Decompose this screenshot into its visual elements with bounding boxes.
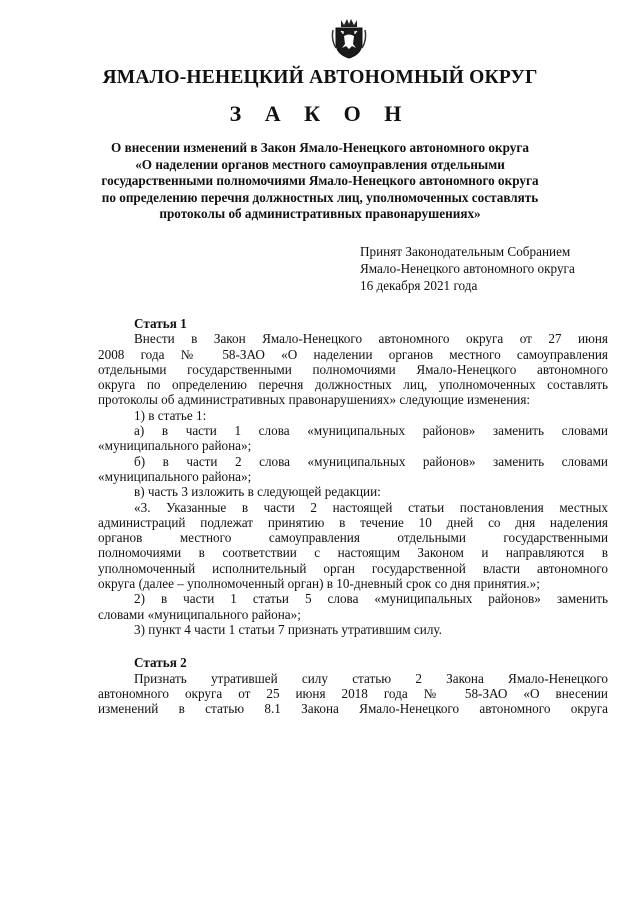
article-text-line: протоколы об административных правонарушениях» следующие изменения: xyxy=(98,392,531,408)
article-text-line: уполномоченный исполнительный орган государственной власти автономного xyxy=(98,560,608,576)
law-title xyxy=(100,140,540,223)
adoption-note xyxy=(360,243,575,294)
article-text-line: а) в части 1 слова «муниципальных районов» заменить словами xyxy=(134,423,608,439)
article-text-line: б) в части 2 слова «муниципальных районов» заменить словами xyxy=(134,453,608,469)
article-2-heading: Статья 2 xyxy=(134,655,187,671)
article-text-line: автономного округа от 25 июня 2018 года № 58-ЗАО «О внесении xyxy=(98,685,608,701)
article-text-line: округа (далее – уполномоченный орган) в 10-дневный срок со дня принятия.»; xyxy=(98,576,540,592)
law-title-line: протоколы об административных правонарушениях» xyxy=(159,206,481,222)
article-text-line: Признать утратившей силу статью 2 Закона Ямало-Ненецкого xyxy=(134,670,608,686)
article-text-line: 2) в части 1 статьи 5 слова «муниципальных районов» заменить xyxy=(134,591,608,607)
adoption-line: Ямало-Ненецкого автономного округа xyxy=(360,261,575,276)
law-body xyxy=(98,316,608,716)
article-text-line: «муниципального района»; xyxy=(98,468,252,484)
paragraph-gap xyxy=(98,637,608,655)
article-text-line: 1) в статье 1: xyxy=(134,407,207,423)
article-text-line: Внести в Закон Ямало-Ненецкого автономного округа от 27 июня xyxy=(134,331,608,347)
article-text-line: изменений в статью 8.1 Закона Ямало-Ненецкого автономного округа xyxy=(98,701,608,717)
law-title-line: «О наделении органов местного самоуправления отдельными xyxy=(135,156,505,172)
article-text-line: в) часть 3 изложить в следующей редакции: xyxy=(134,484,381,500)
article-text-line: отдельными государственными полномочиями Ямало-Ненецкого автономного xyxy=(98,361,608,377)
article-text-line: полномочиями в соответствии с настоящим Законом и направляются в xyxy=(98,545,608,561)
article-text-line: 3) пункт 4 части 1 статьи 7 признать утратившим силу. xyxy=(134,621,442,637)
law-title-line: О внесении изменений в Закон Ямало-Ненецкого автономного округа xyxy=(111,140,529,155)
article-1-heading: Статья 1 xyxy=(134,316,187,331)
article-text-line: «муниципального района»; xyxy=(98,438,252,454)
article-text-line: словами «муниципального района»; xyxy=(98,606,301,622)
coat-of-arms-icon xyxy=(331,16,367,60)
article-text-line: 2008 года № 58-ЗАО «О наделении органов местного самоуправления xyxy=(98,346,608,362)
article-text-line: округа по определению перечня должностных лиц, уполномоченных составлять xyxy=(98,377,608,393)
adoption-line: Принят Законодательным Собранием xyxy=(360,244,571,259)
law-title-line: по определению перечня должностных лиц, уполномоченных составлять xyxy=(101,189,539,205)
adoption-date: 16 декабря 2021 года xyxy=(360,278,478,293)
region-name: ЯМАЛО-НЕНЕЦКИЙ АВТОНОМНЫЙ ОКРУГ xyxy=(102,67,538,88)
law-title-line: государственными полномочиями Ямало-Ненецкого автономного округа xyxy=(101,173,539,189)
document-type: З А К О Н xyxy=(229,101,411,126)
article-text-line: администраций подлежат принятию в течение 10 дней со дня наделения xyxy=(98,514,608,530)
article-text-line: «3. Указанные в части 2 настоящей статьи постановления местных xyxy=(134,499,608,515)
article-text-line: органов местного самоуправления отдельными государственными xyxy=(98,530,608,546)
